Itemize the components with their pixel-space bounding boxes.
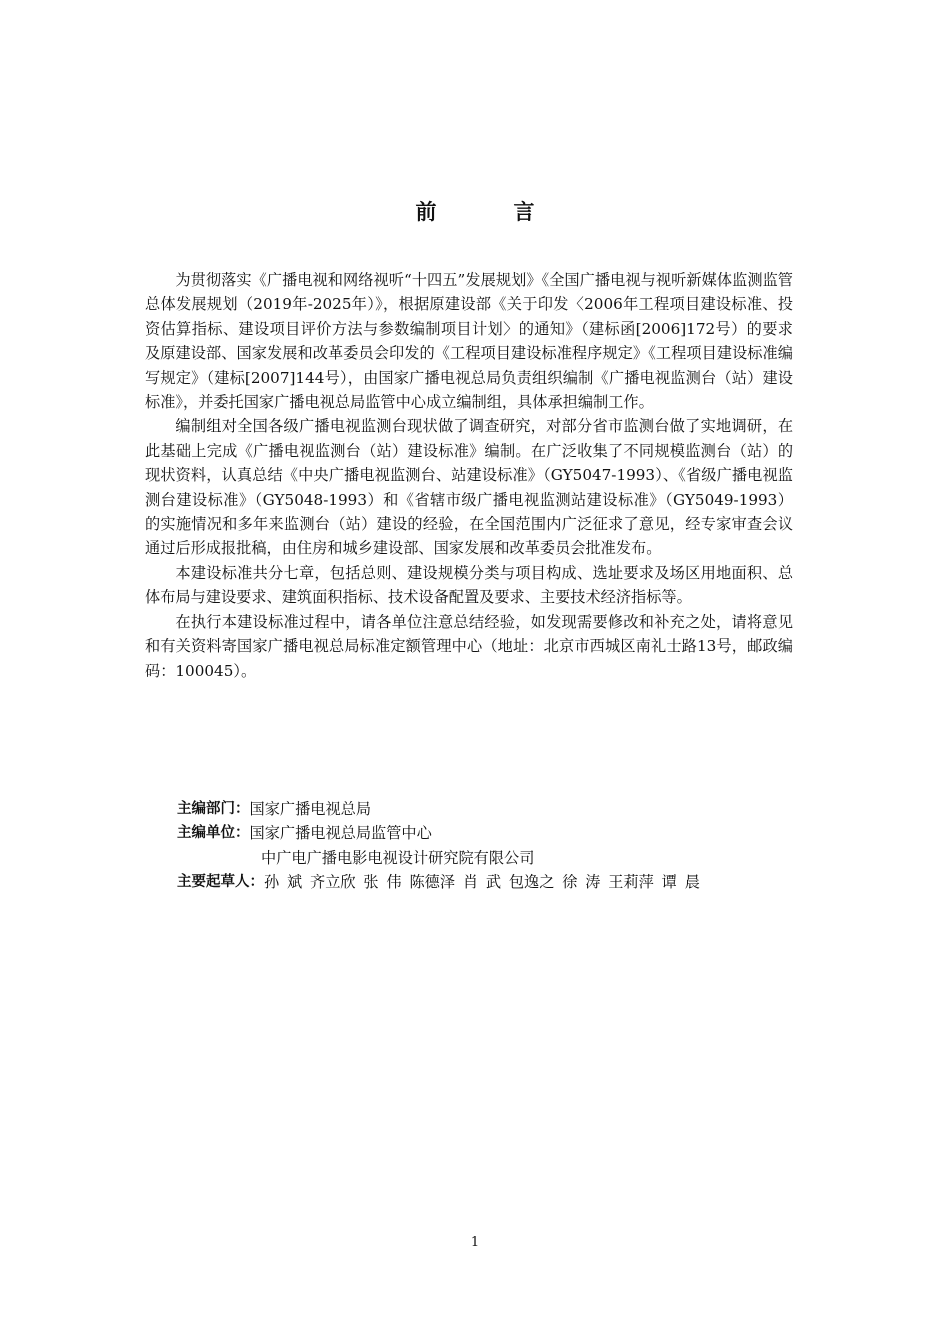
paragraph-4: 在执行本建设标准过程中，请各单位注意总结经验，如发现需要修改和补充之处，请将意见和有关资料寄国家广播电视总局标准定额管理中心（地址：北京市西城区南礼士路13号，邮政编码：100045）。 — [145, 612, 793, 680]
page-number: 1 — [470, 1235, 480, 1250]
chief-department-label: 主编部门： — [177, 801, 250, 817]
chief-unit-value-1: 国家广播电视总局监管中心 — [249, 824, 432, 843]
drafters-row — [177, 870, 700, 894]
chief-department-value: 国家广播电视总局 — [249, 800, 371, 818]
drafters-value: 孙 斌 齐立欣 张 伟 陈德泽 肖 武 包逸之 徐 涛 王莉萍 谭 晨 — [264, 873, 700, 892]
paragraph-2: 编制组对全国各级广播电视监测台现状做了调查研究，对部分省市监测台做了实地调研，在此基础上完成《广播电视监测台（站）建设标准》编制。在广泛收集了不同规模监测台（站）的现状资料，认真总结《中央广播电视监测台、站建设标准》（GY5047-1993）、《省级广播电视监测台建设标准》（GY5048-1993）和《省辖市级广播电视监测站建设标准》（GY5049-1993）的实施情况和多年来监测台（站）建设的经验，在全国范围内广泛征求了意见，经专家审查会议通过后形成报批稿，由住房和城乡建设部、国家发展和改革委员会批准发布。 — [145, 417, 793, 558]
chief-unit-label: 主编单位： — [177, 825, 250, 842]
paragraph-1: 为贯彻落实《广播电视和网络视听“十四五”发展规划》《全国广播电视与视听新媒体监测监管总体发展规划（2019年-2025年）》，根据原建设部《关于印发〈2006年工程项目建设标准、投资估算指标、建设项目评价方法与参数编制项目计划〉的通知》（建标函[2006]172号）的要求及原建设部、国家发展和改革委员会印发的《工程项目建设标准程序规定》《工程项目建设标准编写规定》（建标[2007]144号），由国家广播电视总局负责组织编制《广播电视监测台（站）建设标准》，并委托国家广播电视总局监管中心成立编制组，具体承担编制工作。 — [145, 271, 793, 412]
preface-body — [145, 268, 793, 683]
chief-department-row — [177, 797, 700, 821]
chief-unit-row-2 — [177, 846, 700, 870]
drafters-label: 主要起草人： — [177, 874, 264, 891]
chief-unit-row — [177, 821, 700, 845]
credits-block — [177, 797, 700, 895]
paragraph-3: 本建设标准共分七章，包括总则、建设规模分类与项目构成、选址要求及场区用地面积、总体布局与建设要求、建筑面积指标、技术设备配置及要求、主要技术经济指标等。 — [145, 563, 793, 607]
chief-unit-value-2: 中广电广播电影电视设计研究院有限公司 — [261, 848, 535, 867]
page-title: 前 言 — [415, 200, 563, 224]
